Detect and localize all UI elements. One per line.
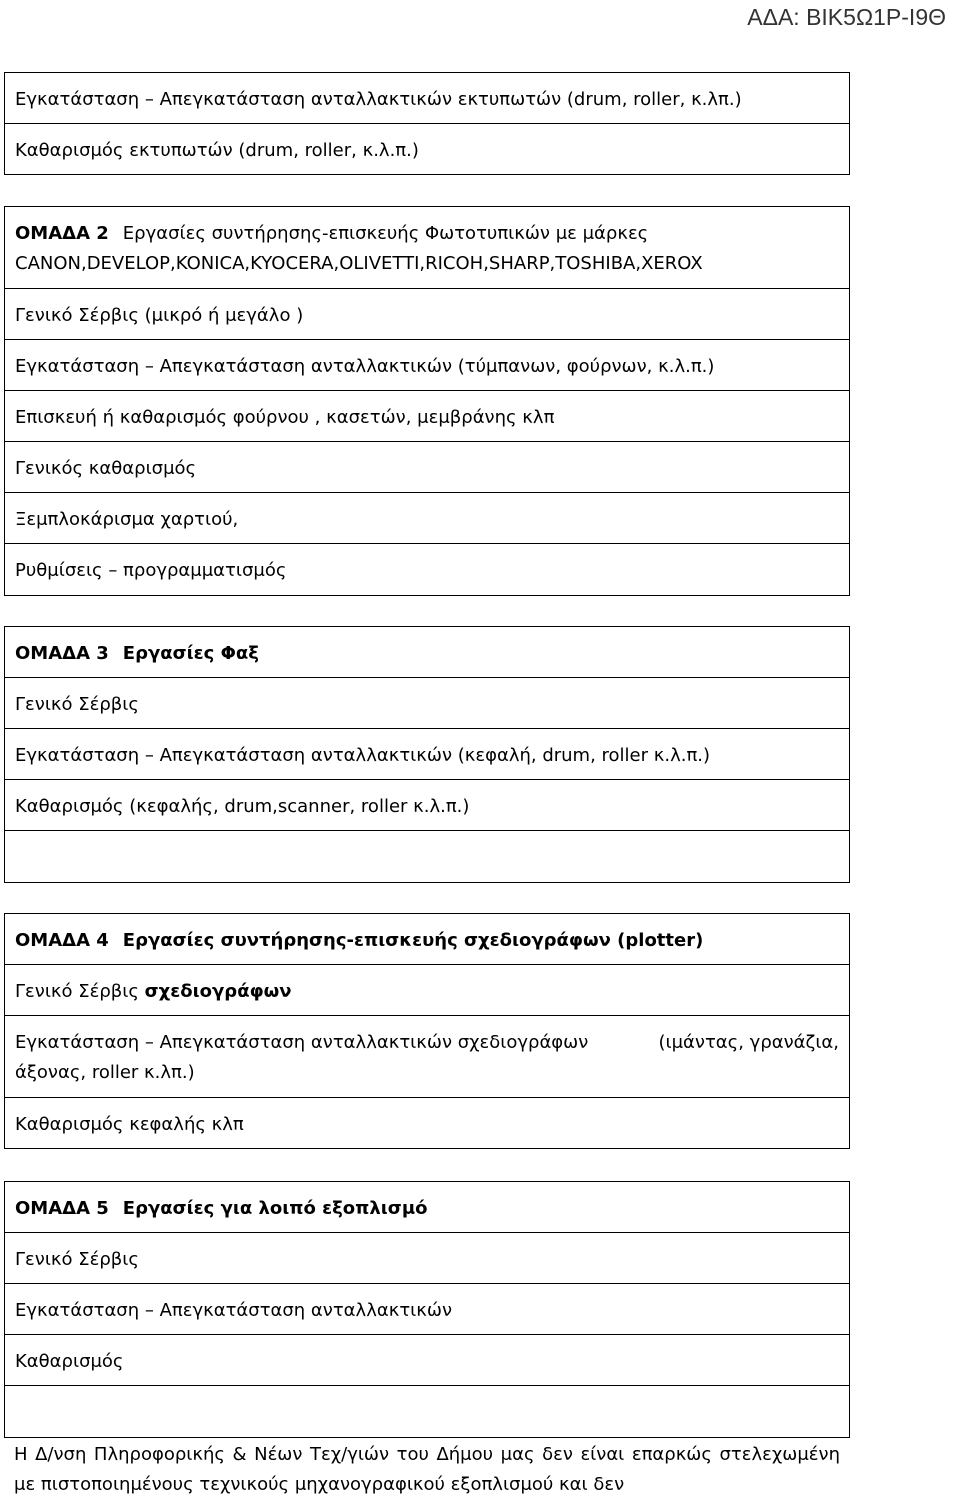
document-code: ΑΔΑ: ΒΙΚ5Ω1Ρ-Ι9Θ (747, 4, 946, 30)
group5-heading (5, 1182, 850, 1233)
group2-brands: CANON,DEVELOP,KONICA,KYOCERA,OLIVETTI,RICOH,SHARP,TOSHIBA,XEROX (15, 253, 703, 274)
group4-heading (5, 914, 850, 965)
group1-table (4, 72, 850, 175)
group2-row: Γενικός καθαρισμός (5, 442, 850, 493)
group2-heading (5, 207, 850, 289)
group4-service-bold: σχεδιογράφων (144, 981, 292, 1002)
group5-row: Εγκατάσταση – Απεγκατάσταση ανταλλακτικών (5, 1284, 850, 1335)
group2-row: Ρυθμίσεις – προγραμματισμός (5, 544, 850, 596)
group4-install-right: (ιμάντας, γρανάζια, (658, 1032, 839, 1053)
group2-row: Εγκατάσταση – Απεγκατάσταση ανταλλακτικών (τύμπανων, φούρνων, κ.λ.π.) (5, 340, 850, 391)
group2-label: ΟΜΑΔΑ 2 (15, 223, 109, 244)
group2-row: Γενικό Σέρβις (μικρό ή μεγάλο ) (5, 289, 850, 340)
group3-row: Εγκατάσταση – Απεγκατάσταση ανταλλακτικών (κεφαλή, drum, roller κ.λ.π.) (5, 729, 850, 780)
group3-empty-row (5, 831, 850, 883)
group4-title: Εργασίες συντήρησης-επισκευής σχεδιογράφων (plotter) (122, 930, 704, 951)
group5-title: Εργασίες για λοιπό εξοπλισμό (122, 1198, 428, 1219)
group5-row: Καθαρισμός (5, 1335, 850, 1386)
group4-install-line2: άξονας, roller κ.λπ.) (15, 1062, 195, 1083)
group3-row: Γενικό Σέρβις (5, 678, 850, 729)
group4-install-row (5, 1016, 850, 1098)
group2-table (4, 206, 850, 596)
group2-title: Εργασίες συντήρησης-επισκευής Φωτοτυπικών με μάρκες (122, 223, 649, 244)
group4-label: ΟΜΑΔΑ 4 (15, 930, 109, 951)
group3-title: Εργασίες Φαξ (122, 643, 259, 664)
group3-heading (5, 627, 850, 678)
group3-row: Καθαρισμός (κεφαλής, drum,scanner, roller κ.λ.π.) (5, 780, 850, 831)
group1-row: Εγκατάσταση – Απεγκατάσταση ανταλλακτικών εκτυπωτών (drum, roller, κ.λπ.) (5, 73, 850, 124)
group4-table (4, 913, 850, 1149)
group3-table (4, 626, 850, 883)
group3-label: ΟΜΑΔΑ 3 (15, 643, 109, 664)
group5-label: ΟΜΑΔΑ 5 (15, 1198, 109, 1219)
group4-install-left: Εγκατάσταση – Απεγκατάσταση ανταλλακτικών σχεδιογράφων (15, 1032, 589, 1053)
group5-empty-row (5, 1386, 850, 1438)
group4-service-row (5, 965, 850, 1016)
footer-paragraph: Η Δ/νση Πληροφορικής & Νέων Τεχ/γιών του Δήμου μας δεν είναι επαρκώς στελεχωμένη με πιστοποιημένους τεχνικούς μηχανογραφικού εξοπλισμού και δεν (14, 1444, 840, 1495)
group4-cleaning-row: Καθαρισμός κεφαλής κλπ (5, 1098, 850, 1149)
group4-service-prefix: Γενικό Σέρβις (15, 981, 139, 1002)
group2-row: Ξεμπλοκάρισμα χαρτιού, (5, 493, 850, 544)
group1-row: Καθαρισμός εκτυπωτών (drum, roller, κ.λ.π.) (5, 124, 850, 175)
group5-row: Γενικό Σέρβις (5, 1233, 850, 1284)
group5-table (4, 1181, 850, 1438)
group2-row: Επισκευή ή καθαρισμός φούρνου , κασετών, μεμβράνης κλπ (5, 391, 850, 442)
